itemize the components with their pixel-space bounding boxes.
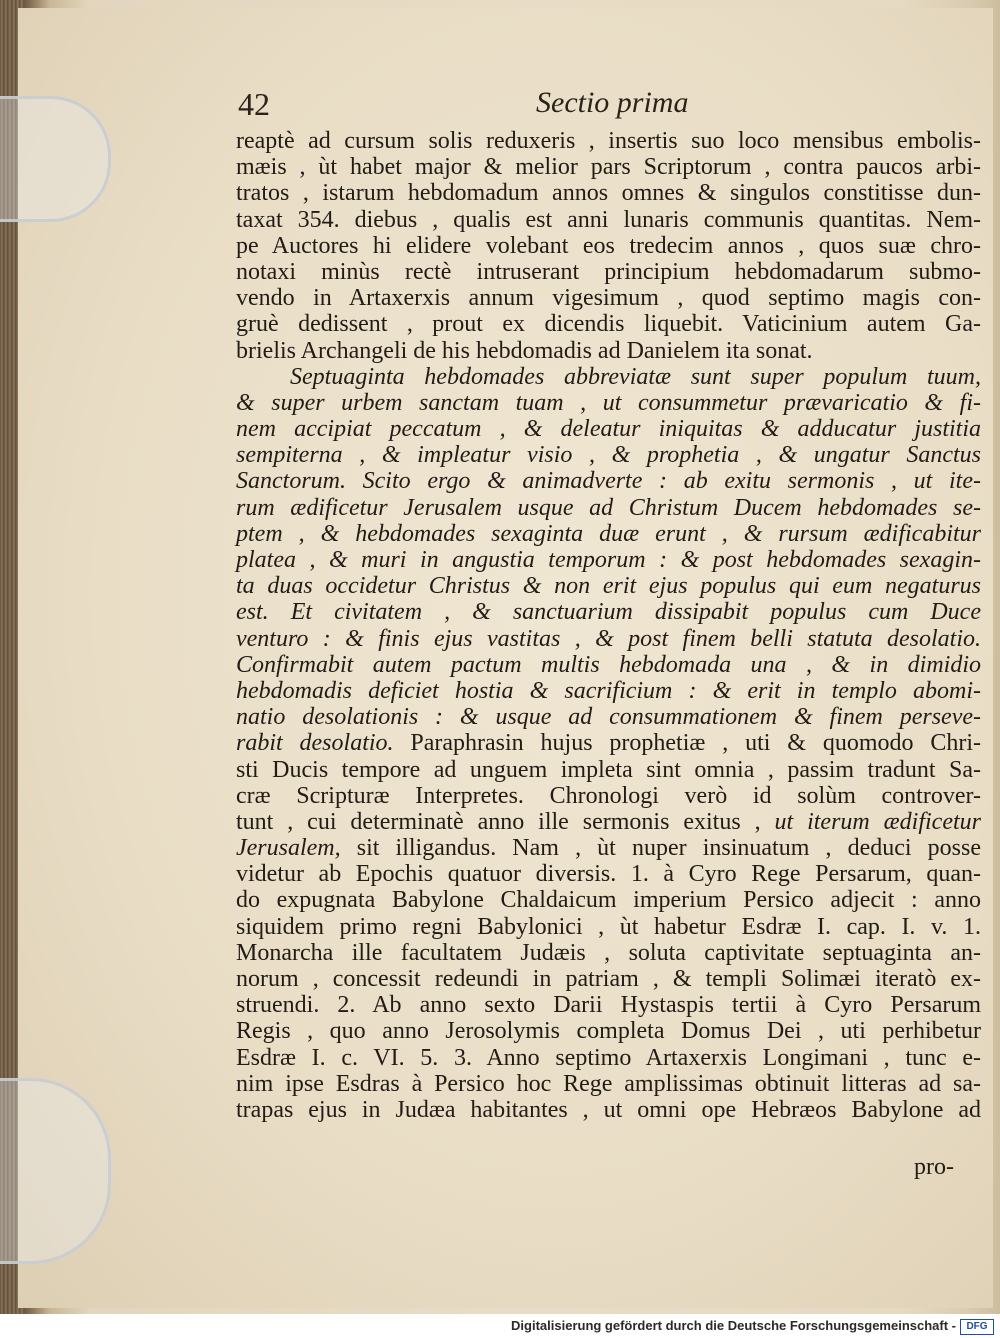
catchword: pro- — [914, 1154, 954, 1180]
text-line: Monarcha ille facultatem Judæis , soluta captivitate septuaginta an- — [236, 939, 981, 966]
text-line: taxat 354. diebus , qualis est anni lunaris communis quantitas. Nem- — [236, 206, 981, 233]
text-line-italic-part: Jerusalem, — [236, 835, 341, 862]
text-line — [236, 809, 981, 835]
text-line: ta duas occidetur Christus & non erit ejus populus qui eum negaturus — [236, 573, 981, 600]
text-line: notaxi minùs rectè intruserant principium hebdomadarum submo- — [236, 258, 981, 285]
text-line: gruè dedissent , prout ex dicendis liquebit. Vaticinium autem Ga- — [236, 311, 981, 338]
text-line: platea , & muri in angustia temporum : & post hebdomades sexagin- — [236, 547, 981, 573]
page-number: 42 — [238, 86, 270, 122]
prophecy-quotation — [236, 364, 981, 731]
text-line: est. Et civitatem , & sanctuarium dissipabit populus cum Duce — [236, 599, 981, 626]
text-line — [236, 835, 981, 861]
text-line: natio desolationis : & usque ad consummationem & finem perseve- — [236, 704, 981, 731]
dfg-logo-icon: DFG — [960, 1319, 994, 1335]
text-line: rum ædificetur Jerusalem usque ad Christum Ducem hebdomades se- — [236, 494, 981, 521]
text-line-roman-part: sit illigandus. Nam , ùt nuper insinuatum , deduci posse — [340, 835, 981, 862]
text-line-italic-part: rabit desolatio. — [236, 730, 394, 757]
text-line: do expugnata Babylone Chaldaicum imperium Persico adjecit : anno — [236, 887, 981, 914]
page-header — [238, 86, 698, 126]
text-line: reaptè ad cursum solis reduxeris , insertis suo loco mensibus embolis- — [236, 128, 981, 154]
running-head: Sectio prima — [536, 86, 689, 119]
digitization-footer — [0, 1314, 1000, 1338]
text-line: sti Ducis tempore ad unguem impleta sint omnia , passim tradunt Sa- — [236, 756, 981, 783]
text-line — [236, 730, 981, 756]
text-line: vendo in Artaxerxis annum vigesimum , quod septimo magis con- — [236, 285, 981, 312]
text-line: siquidem primo regni Babylonici , ùt habetur Esdræ I. cap. I. v. 1. — [236, 913, 981, 940]
text-line-italic-part: ut iterum ædificetur — [774, 808, 981, 835]
page-clip-bottom — [0, 1078, 111, 1264]
text-line: ptem , & hebdomades sexaginta duæ erunt , & rursum ædificabitur — [236, 520, 981, 547]
paragraph-roman-3 — [236, 861, 981, 1123]
main-text — [236, 128, 981, 1123]
text-line: nim ipse Esdras à Persico hoc Rege amplissimas obtinuit litteras ad sa- — [236, 1070, 981, 1097]
text-line: videtur ab Epochis quatuor diversis. 1. à Cyro Rege Persarum, quan- — [236, 861, 981, 888]
text-line: mæis , ùt habet major & melior pars Scriptorum , contra paucos arbi- — [236, 154, 981, 181]
text-line: sempiterna , & impleatur visio , & prophetia , & ungatur Sanctus — [236, 442, 981, 469]
text-line: trapas ejus in Judæa habitantes , ut omni ope Hebræos Babylone ad — [236, 1096, 981, 1123]
text-line: Regis , quo anno Jerosolymis completa Domus Dei , uti perhibetur — [236, 1018, 981, 1045]
text-line: Sanctorum. Scito ergo & animadverte : ab exitu sermonis , ut ite- — [236, 468, 981, 495]
text-line: venturo : & finis ejus vastitas , & post finem belli statuta desolatio. — [236, 625, 981, 652]
page-clip-top — [0, 96, 111, 222]
text-line: nem accipiat peccatum , & deleatur iniquitas & adducatur justitia — [236, 416, 981, 443]
text-line: cræ Scripturæ Interpretes. Chronologi verò id solùm controver- — [236, 782, 981, 809]
text-line: norum , concessit redeundi in patriam , & templi Solimæi iteratò ex- — [236, 966, 981, 992]
text-line: struendi. 2. Ab anno sexto Darii Hystaspis tertii à Cyro Persarum — [236, 992, 981, 1019]
text-line: brielis Archangeli de his hebdomadis ad Danielem ita sonat. — [236, 337, 813, 364]
text-line: Confirmabit autem pactum multis hebdomada una , & in dimidio — [236, 651, 981, 678]
paragraph-roman-1 — [236, 128, 981, 364]
text-line: pe Auctores hi elidere volebant eos tredecim annos , quos suæ chro- — [236, 232, 981, 259]
text-line: tratos , istarum hebdomadum annos omnes & singulos constitisse dun- — [236, 180, 981, 207]
text-line: Esdræ I. c. VI. 5. 3. Anno septimo Artaxerxis Longimani , tunc e- — [236, 1044, 981, 1071]
text-line-roman-part: Paraphrasin hujus prophetiæ , uti & quomodo Chri- — [393, 730, 982, 757]
text-line: & super urbem sanctam tuam , ut consummetur prævaricatio & fi- — [236, 389, 981, 416]
text-line: Septuaginta hebdomades abbreviatæ sunt super populum tuum, — [290, 363, 981, 390]
text-line: hebdomadis deficiet hostia & sacrificium : & erit in templo abomi- — [236, 677, 981, 704]
paragraph-roman-2 — [236, 757, 981, 809]
text-line-roman-part: tunt , cui determinatè anno ille sermonis exitus , — [236, 808, 775, 835]
footer-credit: Digitalisierung gefördert durch die Deutsche Forschungsgemeinschaft - — [511, 1318, 956, 1333]
